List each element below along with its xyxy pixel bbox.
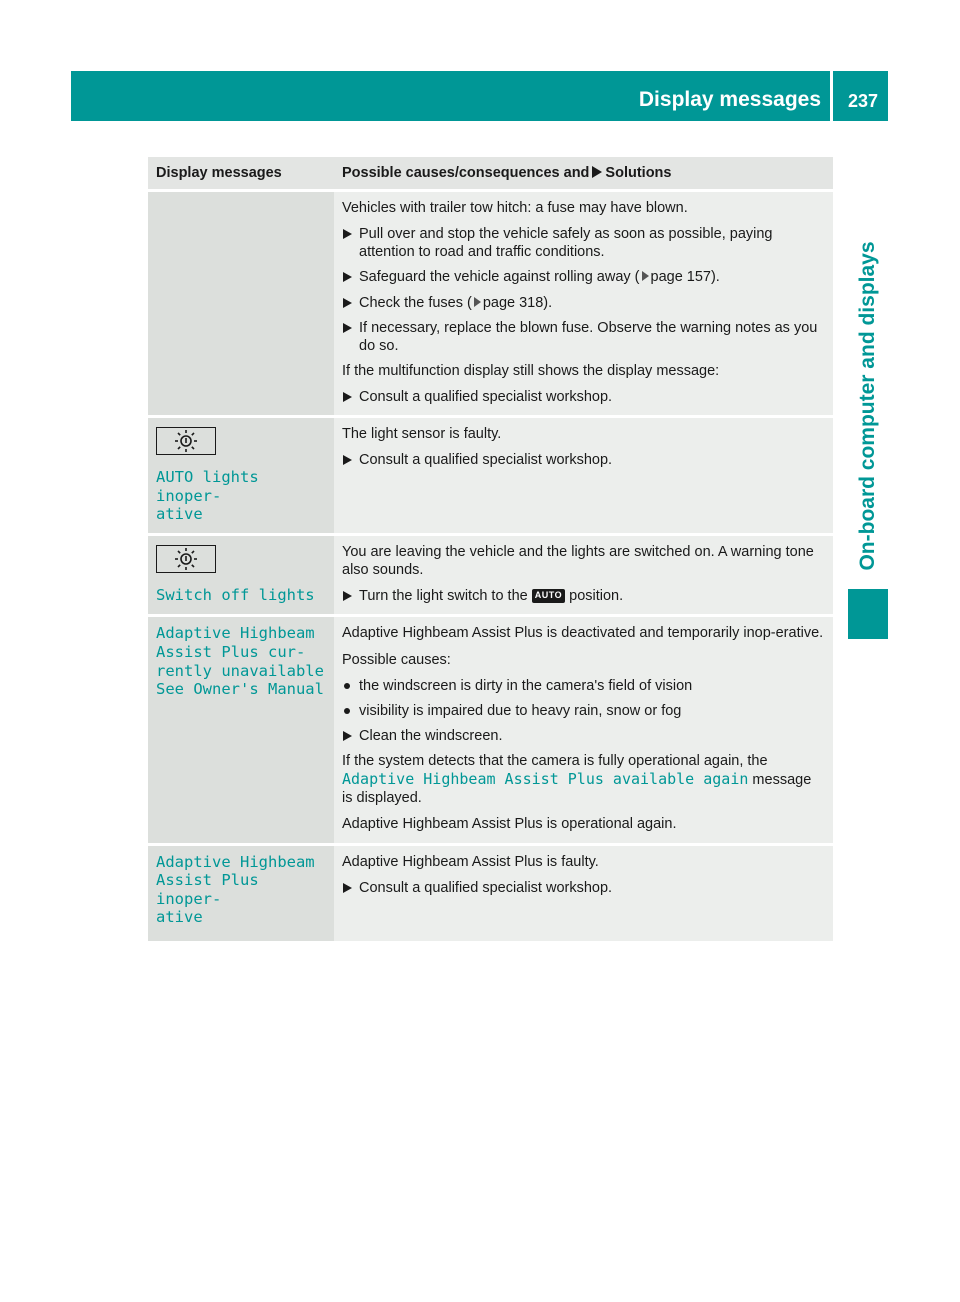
page-reference-link[interactable]: page 157). xyxy=(650,269,720,286)
cause-text: You are leaving the vehicle and the lights are switched on. A warning tone also sounds. xyxy=(342,544,814,579)
chapter-tab-marker xyxy=(848,589,888,639)
page-reference-icon xyxy=(642,271,649,281)
cause-text: Adaptive Highbeam Assist Plus is deactivated and temporarily inop‑erative. xyxy=(342,625,824,642)
solution-cell xyxy=(334,192,833,415)
solution-step: Pull over and stop the vehicle safely as soon as possible, paying attention to road and traffic conditions. xyxy=(342,225,825,261)
header-separator xyxy=(830,71,833,121)
auto-light-switch-icon: AUTO xyxy=(532,589,565,602)
solution-cell xyxy=(334,418,833,533)
cause-text: Possible causes: xyxy=(342,651,451,668)
solution-step: Consult a qualified specialist workshop. xyxy=(342,451,825,469)
message-cell xyxy=(148,846,334,941)
cause-bullet: visibility is impaired due to heavy rain, snow or fog xyxy=(342,702,825,720)
light-sensor-icon xyxy=(156,545,216,573)
col-header-causes-solutions: Possible causes/consequences and Solutions xyxy=(334,157,833,189)
solution-step: Consult a qualified specialist workshop. xyxy=(342,879,825,897)
message-cell xyxy=(148,192,334,415)
cause-text: The light sensor is faulty. xyxy=(342,426,502,443)
page-number: 237 xyxy=(847,91,878,111)
cause-text: Adaptive Highbeam Assist Plus is faulty. xyxy=(342,853,599,870)
message-cell xyxy=(148,418,334,533)
solution-step: Check the fuses ( page 318). xyxy=(342,294,825,312)
cause-text: Vehicles with trailer tow hitch: a fuse may have blown. xyxy=(342,200,688,216)
display-messages-table xyxy=(148,154,833,944)
solution-step: If necessary, replace the blown fuse. Observe the warning notes as you do so. xyxy=(342,319,825,355)
solution-arrow-icon xyxy=(592,166,602,178)
chapter-label: On-board computer and displays xyxy=(856,241,879,571)
solution-cell xyxy=(334,846,833,941)
display-message: Adaptive Highbeam Assist Plus cur‑ rently unavailable See Owner's Manual xyxy=(156,624,324,699)
solution-step: Consult a qualified specialist workshop. xyxy=(342,388,825,406)
inline-display-message: Adaptive Highbeam Assist Plus available again xyxy=(342,770,749,789)
message-cell xyxy=(148,617,334,842)
table-row xyxy=(148,536,833,614)
cause-text: If the multifunction display still shows the display message: xyxy=(342,362,720,379)
display-message: Switch off lights xyxy=(156,586,315,605)
solution-step: Safeguard the vehicle against rolling away ( page 157). xyxy=(342,268,825,286)
header-title: Display messages xyxy=(638,88,821,111)
table-row xyxy=(148,418,833,533)
solution-cell xyxy=(334,536,833,614)
page-header xyxy=(71,71,888,121)
table-row xyxy=(148,617,833,842)
display-message: AUTO lights inoper‑ ative xyxy=(156,468,259,524)
solution-step: Turn the light switch to the AUTO position. xyxy=(342,587,825,605)
table-header-row xyxy=(148,157,833,189)
page-reference-link[interactable]: page 318). xyxy=(482,294,553,311)
table-row xyxy=(148,846,833,941)
display-message: Adaptive Highbeam Assist Plus inoper‑ ative xyxy=(156,852,315,927)
cause-bullet: the windscreen is dirty in the camera's field of vision xyxy=(342,677,825,695)
cause-text: If the system detects that the camera is fully operational again, the Adaptive Highbeam Assist Plus available again message is displayed. xyxy=(342,753,812,807)
solution-step: Clean the windscreen. xyxy=(342,727,825,745)
page-reference-icon xyxy=(474,297,481,307)
chapter-tab xyxy=(848,226,888,586)
message-cell xyxy=(148,536,334,614)
table-row xyxy=(148,192,833,415)
col-header-display-messages: Display messages xyxy=(148,157,334,189)
solution-cell xyxy=(334,617,833,842)
cause-text: Adaptive Highbeam Assist Plus is operational again. xyxy=(342,816,677,833)
light-sensor-icon xyxy=(156,427,216,455)
